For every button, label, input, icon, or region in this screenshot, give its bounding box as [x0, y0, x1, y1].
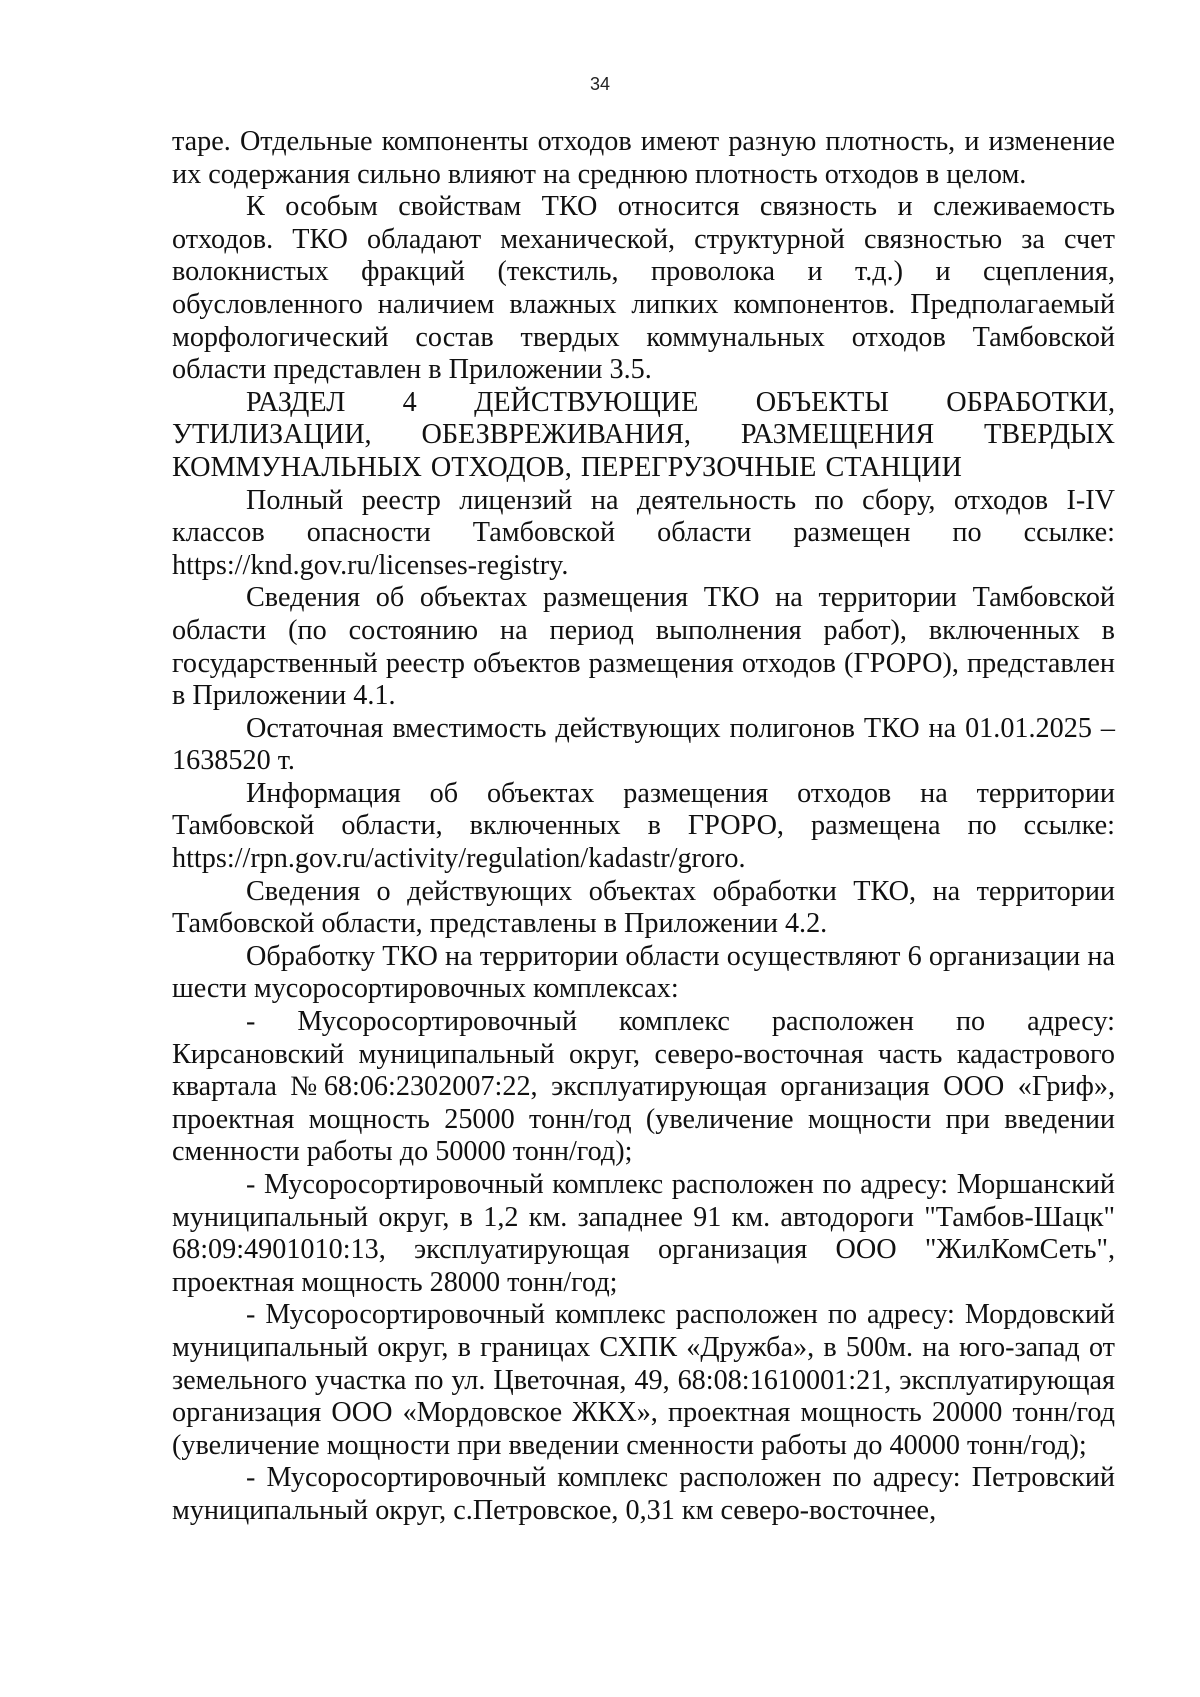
list-item-kirsanovsky: - Мусоросортировочный комплекс расположен по адресу: Кирсановский муниципальный округ, северо-восточная часть кадастрового квартала №68:06:2302007:22, эксплуатирующая организация ООО «Гриф», проектная мощность 25000 тонн/год (увеличение мощности при введении сменности работы до 50000 тонн/год); [172, 1006, 1115, 1168]
list-item-mordovsky: - Мусоросортировочный комплекс расположен по адресу: Мордовский муниципальный округ, в границах СХПК «Дружба», в 500м. на юго-запад от земельного участка по ул. Цветочная, 49, 68:08:1610001:21, эксплуатирующая организация ООО «Мордовское ЖКХ», проектная мощность 20000 тонн/год (увеличение мощности при введении сменности работы до 40000 тонн/год); [172, 1299, 1115, 1461]
section-4-heading: РАЗДЕЛ 4 ДЕЙСТВУЮЩИЕ ОБЪЕКТЫ ОБРАБОТКИ, УТИЛИЗАЦИИ, ОБЕЗВРЕЖИВАНИЯ, РАЗМЕЩЕНИЯ ТВЕРДЫХ КОММУНАЛЬНЫХ ОТХОДОВ, ПЕРЕГРУЗОЧНЫЕ СТАНЦИИ [172, 386, 1115, 483]
list-item-petrovsky: - Мусоросортировочный комплекс расположен по адресу: Петровский муниципальный округ, с.Петровское, 0,31 км северо-восточнее, [172, 1462, 1115, 1526]
list-item-morshansky: - Мусоросортировочный комплекс расположен по адресу: Моршанский муниципальный округ, в 1,2 км. западнее 91 км. автодороги "Тамбов-Шацк" 68:09:4901010:13, эксплуатирующая организация ООО "ЖилКомСеть", проектная мощность 28000 тонн/год; [172, 1169, 1115, 1298]
page-number: 34 [589, 74, 611, 94]
paragraph-placement-objects: Сведения об объектах размещения ТКО на территории Тамбовской области (по состоянию на период выполнения работ), включенных в государственный реестр объектов размещения отходов (ГРОРО), представлен в Приложении 4.1. [172, 582, 1115, 712]
paragraph-tko-properties: К особым свойствам ТКО относится связность и слеживаемость отходов. ТКО обладают механической, структурной связностью за счет волокнистых фракций (текстиль, проволока и т.д.) и сцепления, обусловленного наличием влажных липких компонентов. Предполагаемый морфологический состав твердых коммунальных отходов Тамбовской области представлен в Приложении 3.5. [172, 191, 1115, 386]
paragraph-continuation: таре. Отдельные компоненты отходов имеют разную плотность, и изменение их содержания сильно влияют на среднюю плотность отходов в целом. [172, 126, 1115, 190]
paragraph-processing-objects: Сведения о действующих объектах обработки ТКО, на территории Тамбовской области, представлены в Приложении 4.2. [172, 875, 1115, 940]
paragraph-residual-capacity: Остаточная вместимость действующих полигонов ТКО на 01.01.2025 – 1638520 т. [172, 712, 1115, 777]
paragraph-groro-info: Информация об объектах размещения отходов на территории Тамбовской области, включенных в ГРОРО, размещена по ссылке: https://rpn.gov.ru/activity/regulation/kadastr/groro. [172, 777, 1115, 875]
paragraph-license-registry: Полный реестр лицензий на деятельность по сбору, отходов I-IV классов опасности Тамбовской области размещен по ссылке: https://knd.gov.ru/licenses-registry. [172, 484, 1115, 581]
page-body [172, 126, 1115, 1528]
paragraph-processing-organizations: Обработку ТКО на территории области осуществляют 6 организации на шести мусоросортировочных комплексах: [172, 940, 1115, 1005]
